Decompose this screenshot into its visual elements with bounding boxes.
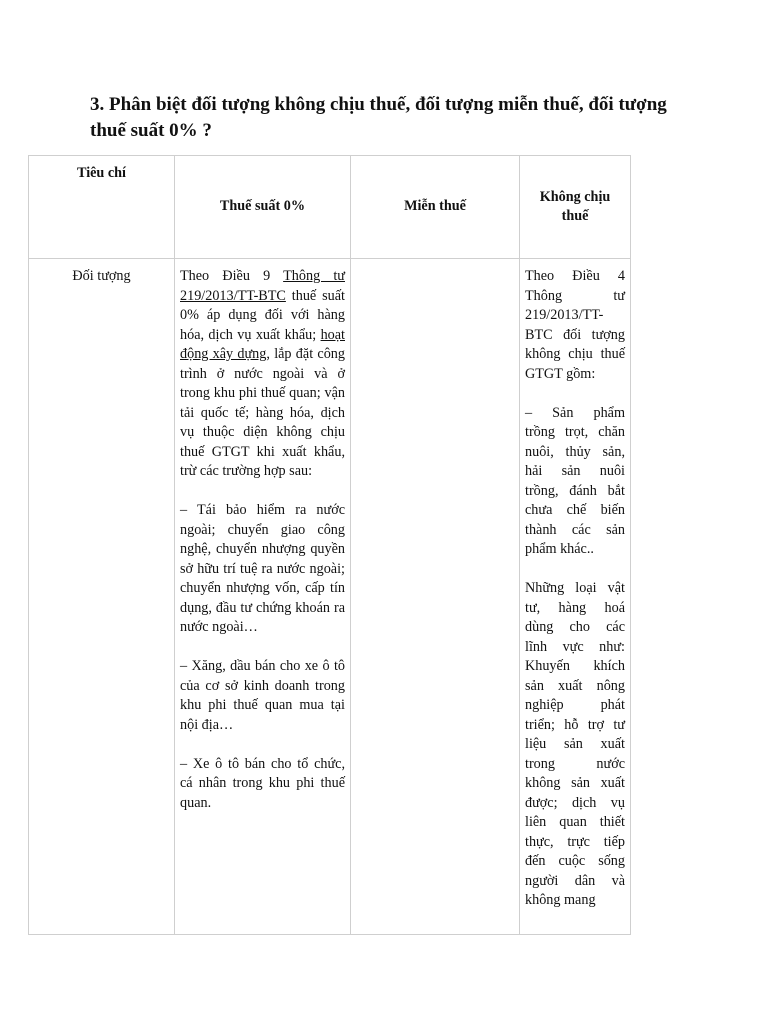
header-criteria xyxy=(29,156,175,259)
zero-rate-text: thuế suất 0% áp dụng đối với hàng hóa, dịch vụ xuất khẩu; xyxy=(180,287,345,343)
zero-rate-paragraph-1 xyxy=(180,267,345,482)
not-taxable-paragraph-2: – Sản phẩm trồng trọt, chăn nuôi, thủy sản, hải sản nuôi trồng, đánh bắt chưa chế biến thành các sản phẩm khác.. xyxy=(525,404,625,557)
header-criteria-label: Tiêu chí xyxy=(76,165,126,181)
header-exempt-label: Miễn thuế xyxy=(404,198,466,215)
zero-rate-paragraph-3: – Xăng, dầu bán cho xe ô tô của cơ sở kinh doanh trong khu phi thuế quan mua tại nội địa… xyxy=(180,658,345,733)
exempt-cell xyxy=(351,259,520,935)
not-taxable-paragraph-3: Những loại vật tư, hàng hoá dùng cho các lĩnh vực như: Khuyến khích sản xuất nông nghiệp phát triển; hỗ trợ tư liệu sản xuất trong nước không sản xuất được; dịch vụ liên quan thiết thực, trực tiếp đến cuộc sống người dân và không mang xyxy=(525,580,625,908)
comparison-table xyxy=(28,155,631,935)
header-not-taxable xyxy=(520,156,631,259)
header-not-taxable-label: Không chịu thuế xyxy=(539,188,611,224)
header-zero-rate xyxy=(175,156,351,259)
not-taxable-cell xyxy=(520,259,631,935)
construction-activity-link[interactable]: hoạt động xây dựng xyxy=(180,326,345,362)
not-taxable-paragraph-1: Theo Điều 4 Thông tư 219/2013/TT-BTC đối tượng không chịu thuế GTGT gồm: xyxy=(525,268,625,382)
zero-rate-text: Theo Điều 9 xyxy=(180,268,284,284)
zero-rate-paragraph-2: – Tái bảo hiểm ra nước ngoài; chuyển giao công nghệ, chuyển nhượng quyền sở hữu trí tuệ ra nước ngoài; chuyển nhượng vốn, cấp tín dụng, đầu tư chứng khoán ra nước ngoài… xyxy=(180,502,345,635)
circular-219-link[interactable]: Thông tư 219/2013/TT-BTC xyxy=(180,268,345,304)
zero-rate-text: , lắp đặt công trình ở nước ngoài và ở trong khu phi thuế quan; vận tải quốc tế; hàng hóa, dịch vụ thuộc diện không chịu thuế GTGT khi xuất khẩu, trừ các trường hợp sau: xyxy=(180,346,345,479)
header-exempt xyxy=(351,156,520,259)
header-zero-rate-label: Thuế suất 0% xyxy=(219,198,306,215)
zero-rate-paragraph-4: – Xe ô tô bán cho tổ chức, cá nhân trong khu phi thuế quan. xyxy=(180,755,345,811)
row-label-cell xyxy=(29,259,175,935)
row-label: Đối tượng xyxy=(72,268,131,284)
table-row xyxy=(29,259,631,935)
table-header-row xyxy=(29,156,631,259)
zero-rate-cell xyxy=(175,259,351,935)
section-heading: 3. Phân biệt đối tượng không chịu thuế, đối tượng miễn thuế, đối tượng thuế suất 0% ? xyxy=(90,94,667,141)
